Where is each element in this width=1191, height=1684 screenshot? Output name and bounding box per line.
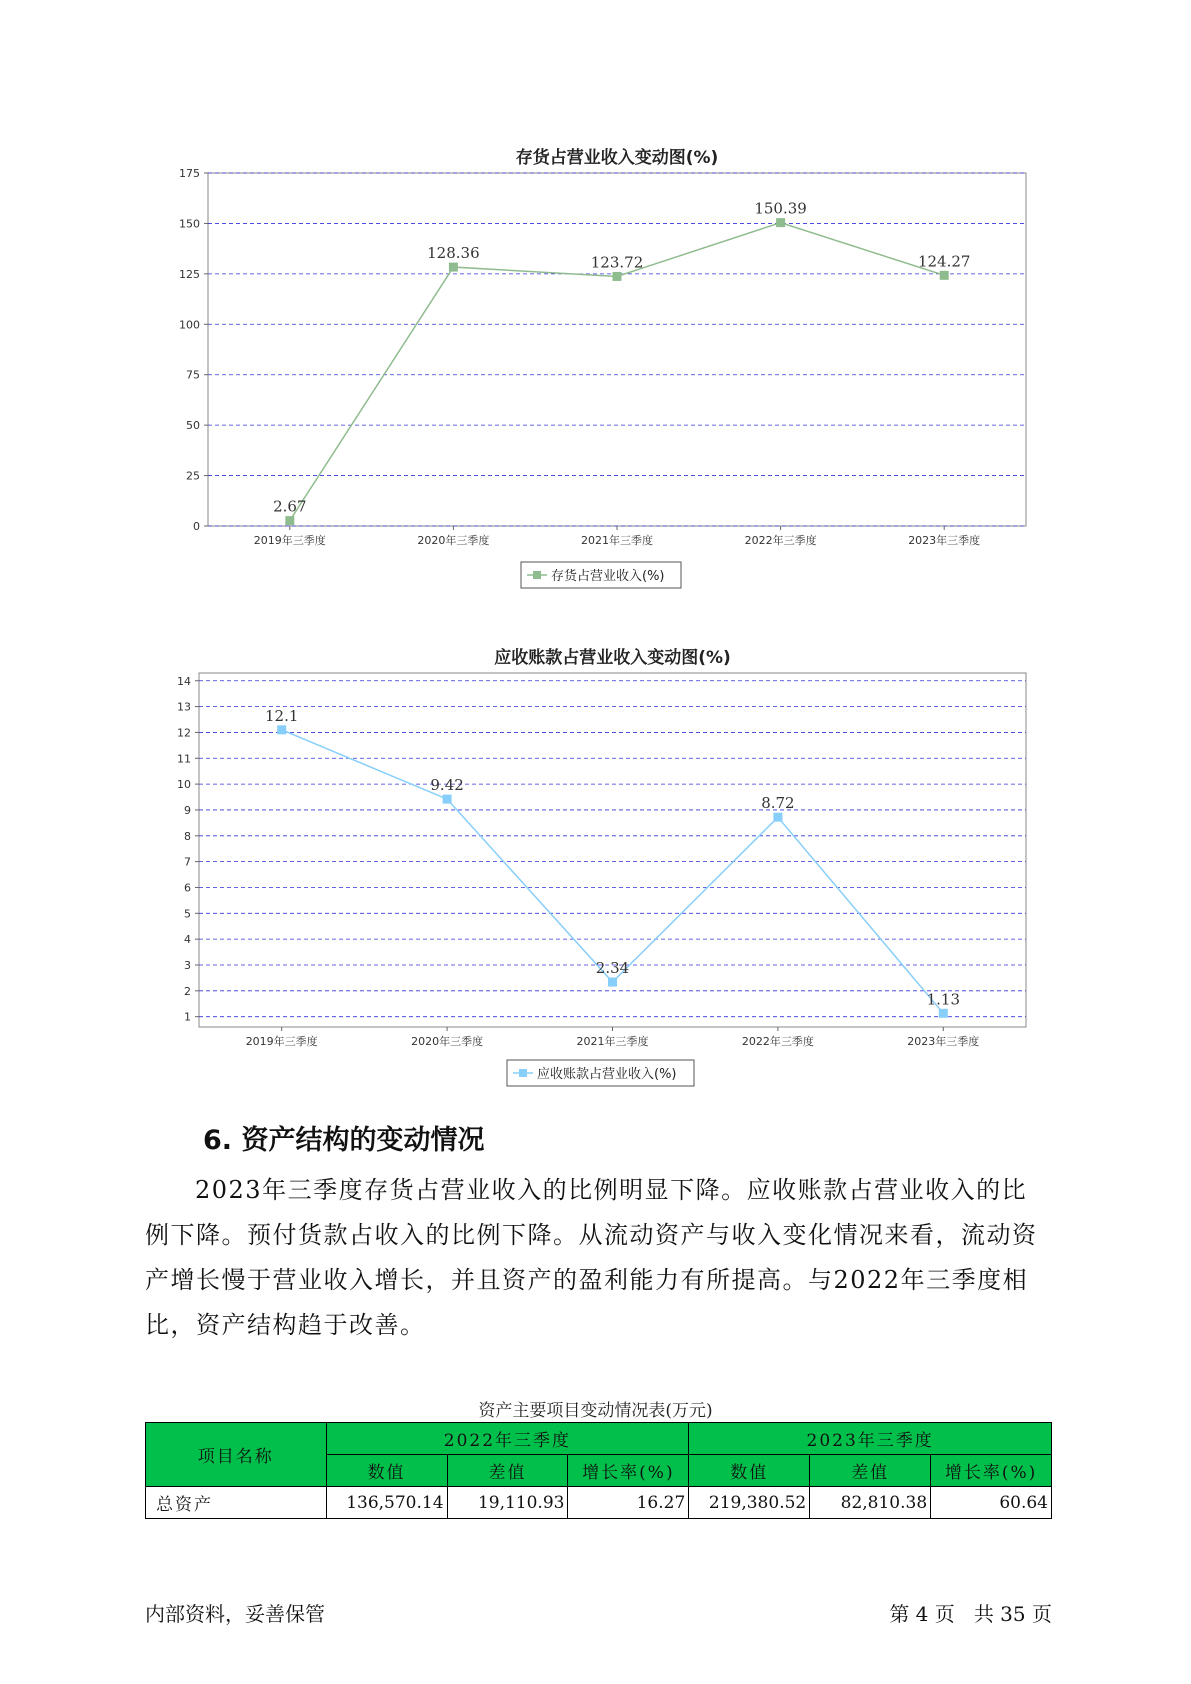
- cell-growth-2023: 60.64: [931, 1487, 1052, 1519]
- y-tick-label: 9: [184, 803, 191, 817]
- cell-growth-2022: 16.27: [568, 1487, 689, 1519]
- inventory-ratio-chart: [179, 147, 1026, 588]
- header-item-name: 项目名称: [146, 1423, 327, 1487]
- y-tick-label: 14: [177, 674, 191, 688]
- data-point: [940, 271, 949, 280]
- y-tick-label: 150: [179, 217, 200, 231]
- data-label: 123.72: [590, 253, 644, 272]
- data-point: [608, 978, 617, 987]
- y-tick-label: 100: [179, 318, 200, 332]
- x-tick-label: 2021年三季度: [581, 534, 653, 547]
- y-tick-label: 1: [184, 1010, 191, 1024]
- chart-title: 应收账款占营业收入变动图(%): [494, 648, 731, 668]
- subheader-growth-2023: 增长率(%): [931, 1455, 1052, 1487]
- x-tick-label: 2019年三季度: [253, 534, 326, 547]
- y-tick-label: 6: [184, 881, 191, 895]
- y-tick-label: 0: [193, 520, 200, 533]
- y-tick-label: 2: [184, 984, 191, 998]
- data-point: [613, 272, 622, 281]
- subheader-diff-2023: 差值: [810, 1455, 931, 1487]
- data-point: [277, 725, 286, 734]
- cell-diff-2022: 19,110.93: [447, 1487, 568, 1519]
- y-tick-label: 8: [184, 829, 191, 843]
- y-tick-label: 4: [184, 933, 191, 947]
- data-label: 1.13: [926, 990, 961, 1009]
- y-tick-label: 3: [184, 958, 191, 972]
- data-label: 9.42: [430, 776, 464, 795]
- x-tick-label: 2022年三季度: [744, 534, 817, 547]
- data-point: [443, 795, 452, 804]
- section-paragraph: 2023年三季度存货占营业收入的比例明显下降。应收账款占营业收入的比例下降。预付货款占收入的比例下降。从流动资产与收入变化情况来看，流动资产增长慢于营业收入增长，并且资产的盈利能力有所提高。与2022年三季度相比，资产结构趋于改善。: [145, 1176, 1038, 1339]
- footer-page-number: 第 4 页 共 35 页: [889, 1602, 1052, 1626]
- data-label: 2.34: [595, 959, 630, 978]
- data-label: 128.36: [427, 244, 480, 263]
- x-tick-label: 2020年三季度: [417, 534, 490, 547]
- data-label: 12.1: [264, 706, 299, 725]
- row-name: 总资产: [146, 1487, 327, 1519]
- cell-value-2022: 136,570.14: [326, 1487, 447, 1519]
- legend-label: 存货占营业收入(%): [551, 569, 665, 584]
- footer-confidential: 内部资料，妥善保管: [145, 1602, 325, 1626]
- subheader-growth-2022: 增长率(%): [568, 1455, 689, 1487]
- y-tick-label: 75: [186, 368, 200, 382]
- section-heading: 6. 资产结构的变动情况: [203, 1125, 485, 1156]
- x-tick-label: 2020年三季度: [411, 1035, 484, 1048]
- y-tick-label: 5: [184, 907, 191, 921]
- data-label: 150.39: [754, 199, 807, 218]
- table-caption: 资产主要项目变动情况表(万元): [478, 1401, 713, 1421]
- y-tick-label: 7: [184, 855, 191, 869]
- legend-marker: [533, 571, 541, 579]
- data-label: 8.72: [761, 794, 795, 813]
- subheader-value-2023: 数值: [689, 1455, 810, 1487]
- cell-value-2023: 219,380.52: [689, 1487, 810, 1519]
- header-group-2022: 2022年三季度: [326, 1423, 689, 1455]
- subheader-diff-2022: 差值: [447, 1455, 568, 1487]
- header-group-2023: 2023年三季度: [689, 1423, 1052, 1455]
- y-tick-label: 12: [177, 726, 191, 740]
- x-tick-label: 2019年三季度: [245, 1035, 318, 1048]
- x-tick-label: 2021年三季度: [576, 1035, 649, 1048]
- data-point: [449, 263, 458, 272]
- data-point: [776, 218, 785, 227]
- y-tick-label: 25: [186, 469, 200, 483]
- subheader-value-2022: 数值: [326, 1455, 447, 1487]
- data-label: 2.67: [273, 497, 307, 516]
- x-tick-label: 2023年三季度: [908, 534, 981, 547]
- y-tick-label: 125: [179, 267, 200, 281]
- chart-title: 存货占营业收入变动图(%): [515, 148, 719, 168]
- data-label: 124.27: [917, 252, 971, 271]
- y-tick-label: 13: [177, 700, 191, 714]
- data-point: [773, 813, 782, 822]
- y-tick-label: 11: [177, 752, 191, 766]
- y-tick-label: 50: [186, 419, 200, 433]
- x-tick-label: 2022年三季度: [741, 1035, 814, 1048]
- x-tick-label: 2023年三季度: [907, 1035, 980, 1048]
- receivables-ratio-chart: [177, 647, 1026, 1086]
- asset-change-table: [145, 1422, 1052, 1519]
- y-tick-label: 10: [177, 778, 191, 792]
- y-tick-label: 175: [179, 167, 200, 180]
- table-row: [146, 1487, 1052, 1519]
- data-point: [285, 516, 294, 525]
- data-point: [939, 1009, 948, 1018]
- legend-label: 应收账款占营业收入(%): [537, 1067, 677, 1082]
- legend-marker: [519, 1069, 527, 1077]
- plot-area: [208, 173, 1026, 526]
- cell-diff-2023: 82,810.38: [810, 1487, 931, 1519]
